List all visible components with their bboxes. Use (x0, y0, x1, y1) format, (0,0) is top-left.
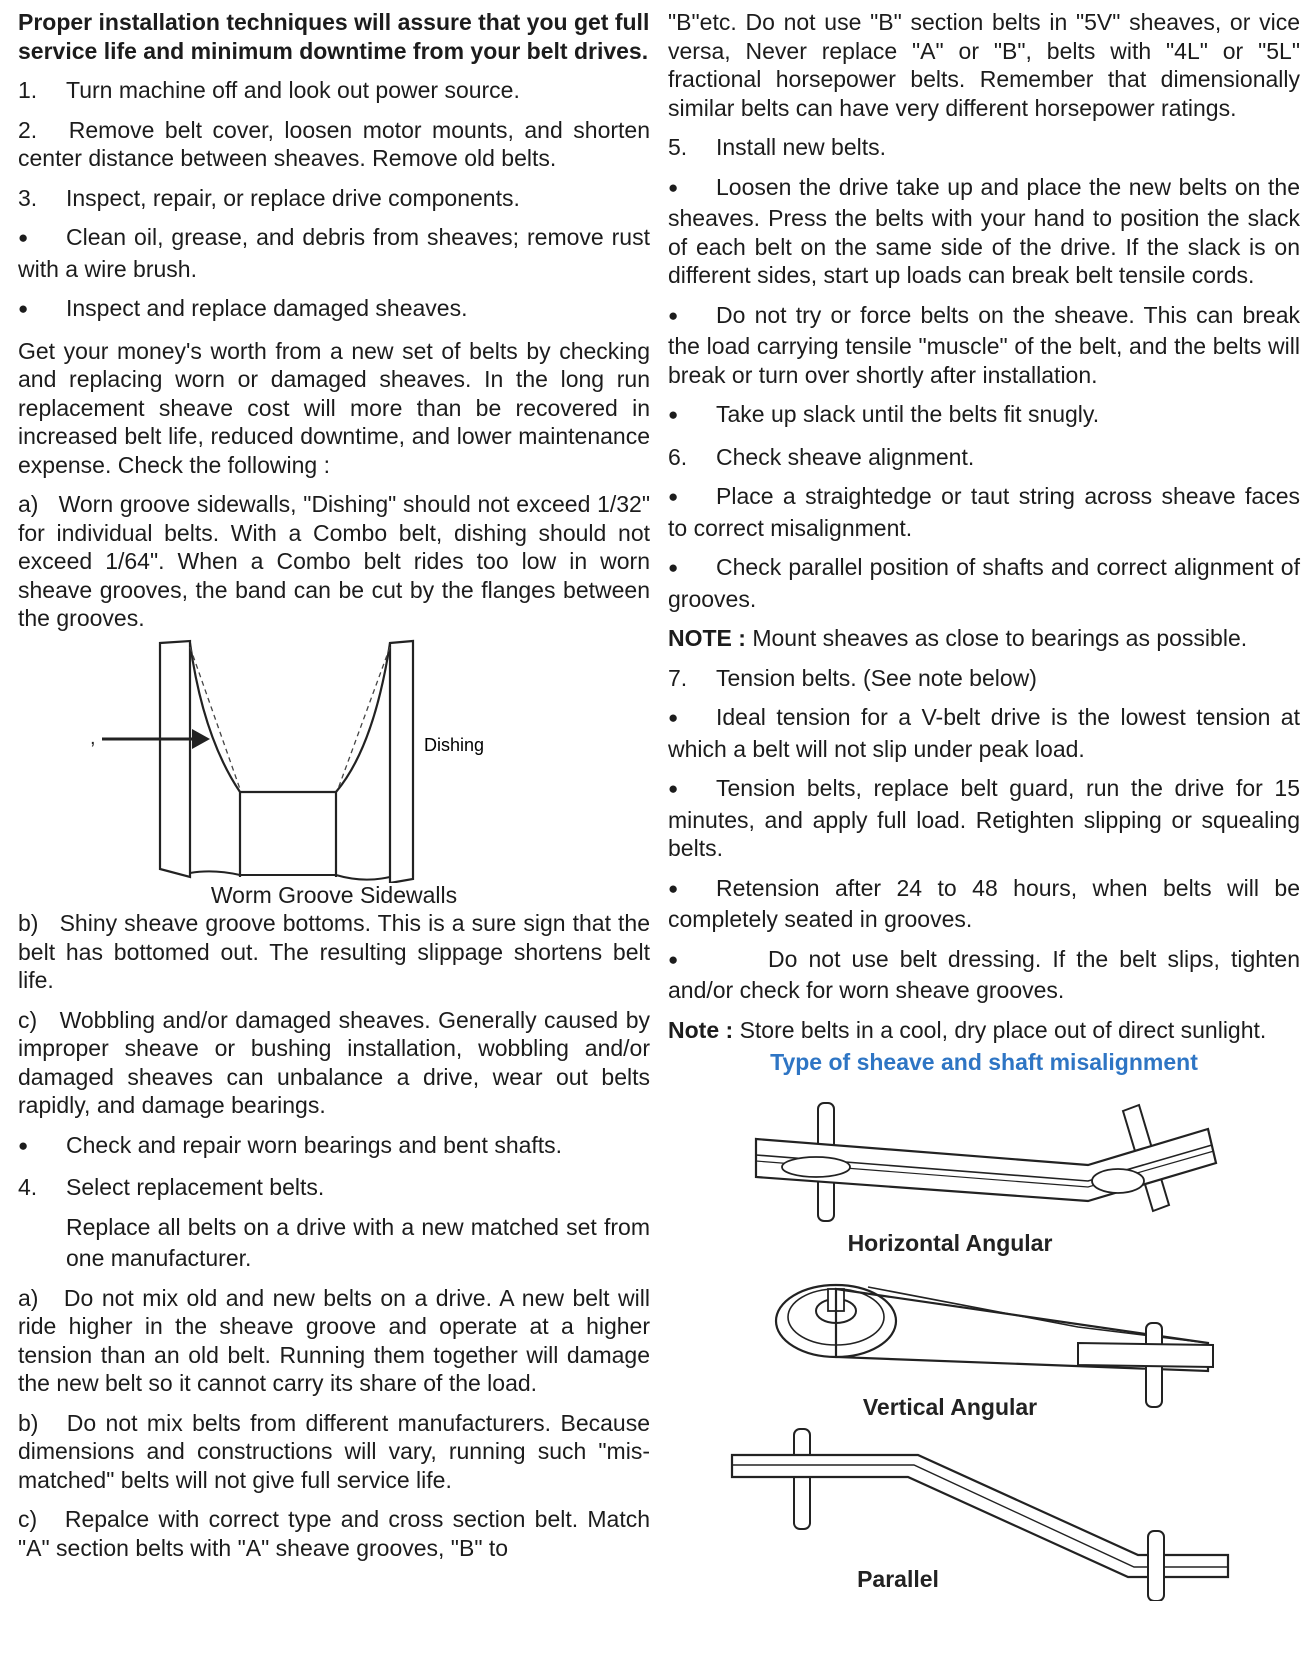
step-6 (668, 443, 1300, 472)
step-number: 6. (668, 443, 688, 470)
step-7 (668, 664, 1300, 693)
bullet-tension: ●Tension belts, replace belt guard, run the drive for 15 minutes, and apply full load. Retighten slipping or squealing belts. (668, 774, 1300, 863)
worn-groove-diagram (18, 637, 650, 883)
bullet-loosen: ●Loosen the drive take up and place the new belts on the sheaves. Press the belts with your hand to position the slack of each belt on the same side of the drive. If the slack is on different sides, start up loads can break belt tensile cords. (668, 173, 1300, 290)
bullet-icon (18, 223, 66, 255)
note-label: Note : (668, 1016, 734, 1043)
step-text: Remove belt cover, loosen motor mounts, and shorten center distance between sheaves. Remove old belts. (18, 116, 650, 171)
step-text: Check sheave alignment. (716, 443, 975, 470)
step-number: 5. (668, 134, 688, 160)
step-number: 1. (18, 77, 38, 103)
bullet-icon (668, 874, 716, 906)
bullet-icon (668, 703, 716, 735)
bullet-parallel: ●Check parallel position of shafts and correct alignment of grooves. (668, 553, 1300, 613)
bullet-dressing: ●Do not use belt dressing. If the belt slips, tighten and/or check for worn sheave grooves. (668, 945, 1300, 1005)
horizontal-angular-label: Horizontal Angular (847, 1229, 1053, 1256)
note-store: Note : Store belts in a cool, dry place out of direct sunlight. (668, 1016, 1267, 1043)
step-4 (18, 1173, 650, 1202)
bullet-replace: ●Replace all belts on a drive with a new matched set from one manufacturer. (18, 1213, 650, 1273)
horizontal-angular-diagram (756, 1103, 1216, 1256)
parallel-diagram (732, 1429, 1228, 1601)
bullet-inspect: ●Inspect and replace damaged sheaves. (18, 294, 650, 326)
vertical-angular-diagram (776, 1285, 1213, 1420)
bullet-icon (668, 482, 716, 514)
note-label: NOTE : (668, 625, 746, 651)
parallel-label: Parallel (857, 1565, 939, 1592)
item-c-wobbling: c) Wobbling and/or damaged sheaves. Generally caused by improper sheave or bushing installation, wobbling and/or damaged sheaves can unbalance a drive, wear out belts rapidly, and damage bearings. (18, 1006, 650, 1118)
step-text: Turn machine off and look out power source. (66, 77, 520, 103)
bullet-icon (18, 294, 66, 326)
bullet-icon (668, 173, 716, 205)
misalignment-title: Type of sheave and shaft misalignment (770, 1049, 1198, 1075)
intro-heading: Proper installation techniques will assure that you get full service life and minimum downtime from your belt drives. (18, 9, 650, 64)
note-mount: NOTE : Mount sheaves as close to bearings as possible. (668, 625, 1248, 651)
bullet-icon (18, 1213, 66, 1245)
bullet-icon (668, 301, 716, 333)
bullet-slack: ●Take up slack until the belts fit snugly. (668, 400, 1300, 432)
step-text: Select replacement belts. (66, 1174, 325, 1200)
bullet-straightedge: ●Place a straightedge or taut string across sheave faces to correct misalignment. (668, 482, 1300, 542)
bullet-bearings: ●Check and repair worn bearings and bent shafts. (18, 1131, 650, 1163)
vertical-angular-label: Vertical Angular (862, 1393, 1038, 1420)
bullet-clean: ●Clean oil, grease, and debris from sheaves; remove rust with a wire brush. (18, 223, 650, 283)
bullet-icon (18, 1131, 66, 1163)
item-a-mix-old-new: a) Do not mix old and new belts on a drive. A new belt will ride higher in the sheave groove and operate at a higher tension than an old belt. Running them together will damage the new belt so it cannot carry its share of the load. (18, 1284, 650, 1396)
item-a-worn-groove: a) Worn groove sidewalls, "Dishing" should not exceed 1/32" for individual belts. With a Combo belt, dishing should not exceed 1/64". When a Combo belt rides too low in worn sheave grooves, the band can be cut by the flanges between the grooves. (18, 491, 650, 631)
misalignment-diagrams (668, 1081, 1300, 1601)
step-5 (668, 133, 1300, 162)
item-b-shiny: b) Shiny sheave groove bottoms. This is a sure sign that the belt has bottomed out. The resulting slippage shortens belt life. (18, 910, 650, 993)
item-b-mix-manufacturers: b) Do not mix belts from different manufacturers. Because dimensions and constructions will vary, running such "mis-matched" belts will not give full service life. (18, 1409, 650, 1493)
step-number: 2. (18, 116, 38, 143)
bullet-icon (668, 774, 716, 806)
left-column (18, 8, 650, 1573)
item-c-correct-type: c) Repalce with correct type and cross section belt. Match "A" section belts with "A" sheave grooves, "B" to (18, 1506, 650, 1561)
step-text: Inspect, repair, or replace drive components. (66, 184, 520, 211)
money-paragraph: Get your money's worth from a new set of belts by checking and replacing worn or damaged sheaves. In the long run replacement sheave cost will more than be recovered in increased belt life, reduced downtime, and lower maintenance expense. Check the following : (18, 337, 650, 478)
step-number: 7. (668, 664, 688, 691)
worn-groove-figure (18, 637, 650, 883)
step-2 (18, 116, 650, 173)
step-text: Install new belts. (716, 134, 887, 160)
svg-text:,: , (90, 726, 96, 749)
bullet-icon (668, 400, 716, 432)
step-1 (18, 76, 650, 105)
bullet-retension: ●Retension after 24 to 48 hours, when belts will be completely seated in grooves. (668, 874, 1300, 934)
dishing-label: Dishing (424, 734, 485, 755)
continued-paragraph: "B"etc. Do not use "B" section belts in "5V" sheaves, or vice versa, Never replace "A" or "B", belts with "4L" or "5L" fractional horsepower belts. Remember that dimensionally similar belts can have very different horsepower ratings. (668, 9, 1300, 121)
step-number: 3. (18, 184, 38, 211)
step-3 (18, 184, 650, 213)
step-text: Tension belts. (See note below) (716, 664, 1037, 691)
bullet-icon (668, 553, 716, 585)
right-column (668, 8, 1300, 1607)
bullet-icon (668, 945, 768, 977)
bullet-ideal: ●Ideal tension for a V-belt drive is the lowest tension at which a belt will not slip under peak load. (668, 703, 1300, 763)
bullet-force: ●Do not try or force belts on the sheave. This can break the load carrying tensile "muscle" of the belt, and the belts will break or turn over shortly after installation. (668, 301, 1300, 390)
step-number: 4. (18, 1174, 38, 1200)
figure-caption: Worm Groove Sidewalls (210, 881, 458, 908)
